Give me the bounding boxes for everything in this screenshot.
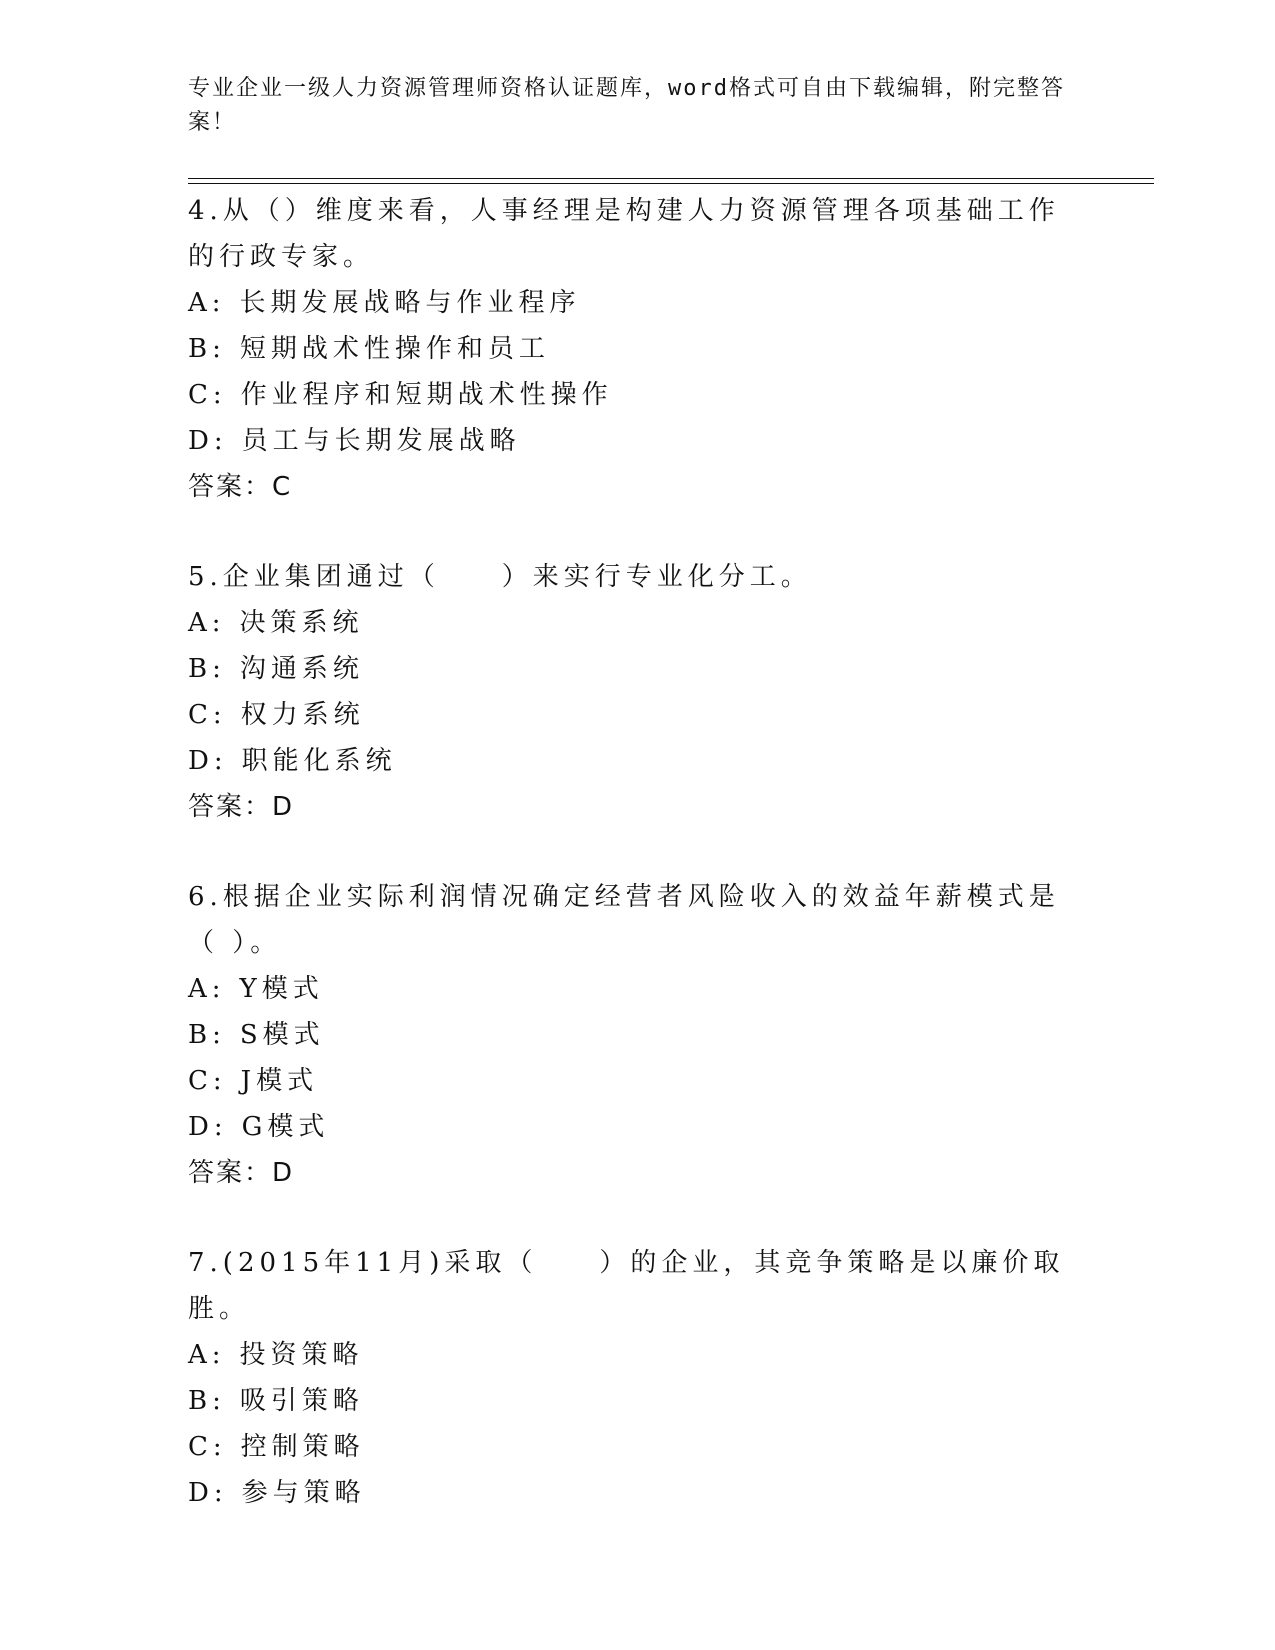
option-c [188, 1058, 1088, 1104]
question-6 [188, 874, 1088, 1196]
option-letter: D: [188, 426, 228, 456]
option-letter: C: [188, 700, 227, 730]
question-spacer [188, 1196, 1088, 1240]
option-text: Y模式 [239, 974, 324, 1004]
question-stem: 7.(2015年11月)采取（ ）的企业，其竞争策略是以廉价取胜。 [188, 1248, 1065, 1324]
option-b [188, 326, 1088, 372]
option-d [188, 1104, 1088, 1150]
option-text: G模式 [241, 1112, 330, 1142]
question-stem: 4.从（）维度来看，人事经理是构建人力资源管理各项基础工作的行政专家。 [188, 196, 1060, 272]
option-letter: A: [188, 974, 226, 1004]
answer-text: 答案：D [188, 1158, 295, 1188]
question-spacer [188, 830, 1088, 874]
question-spacer [188, 510, 1088, 554]
option-text: 职能化系统 [241, 746, 397, 776]
option-text: 控制策略 [240, 1432, 365, 1462]
question-stem: 5.企业集团通过（ ）来实行专业化分工。 [188, 562, 812, 592]
header-divider-top [188, 178, 1154, 179]
option-text: 作业程序和短期战术性操作 [240, 380, 613, 410]
option-text: 长期发展战略与作业程序 [239, 288, 581, 318]
document-header: 专业企业一级人力资源管理师资格认证题库，word格式可自由下载编辑，附完整答案！ [188, 76, 1065, 135]
option-a [188, 600, 1088, 646]
question-stem: 6.根据企业实际利润情况确定经营者风险收入的效益年薪模式是（ ）。 [188, 882, 1060, 958]
answer-text: 答案：D [188, 792, 295, 822]
option-text: 决策系统 [239, 608, 364, 638]
option-b [188, 646, 1088, 692]
option-letter: A: [188, 1340, 226, 1370]
option-text: 沟通系统 [239, 654, 364, 684]
question-7 [188, 1240, 1088, 1516]
option-letter: D: [188, 746, 228, 776]
option-a [188, 1332, 1088, 1378]
option-c [188, 692, 1088, 738]
option-text: J模式 [240, 1066, 319, 1096]
option-c [188, 372, 1088, 418]
option-a [188, 966, 1088, 1012]
question-5 [188, 554, 1088, 830]
option-letter: A: [188, 608, 226, 638]
option-letter: B: [188, 334, 226, 364]
option-text: 吸引策略 [239, 1386, 364, 1416]
option-text: 投资策略 [239, 1340, 364, 1370]
option-letter: D: [188, 1478, 228, 1508]
option-letter: B: [188, 654, 226, 684]
option-letter: B: [188, 1020, 226, 1050]
question-list [188, 188, 1088, 1516]
option-d [188, 418, 1088, 464]
option-text: S模式 [239, 1020, 325, 1050]
option-c [188, 1424, 1088, 1470]
option-letter: D: [188, 1112, 228, 1142]
option-letter: C: [188, 1066, 227, 1096]
option-b [188, 1378, 1088, 1424]
option-text: 员工与长期发展战略 [241, 426, 521, 456]
option-letter: C: [188, 380, 227, 410]
header-divider-bottom [188, 183, 1154, 184]
option-text: 短期战术性操作和员工 [239, 334, 550, 364]
option-text: 参与策略 [241, 1478, 366, 1508]
option-b [188, 1012, 1088, 1058]
option-d [188, 738, 1088, 784]
answer-text: 答案：C [188, 472, 293, 502]
option-text: 权力系统 [240, 700, 365, 730]
question-4 [188, 188, 1088, 510]
option-letter: B: [188, 1386, 226, 1416]
option-a [188, 280, 1088, 326]
option-d [188, 1470, 1088, 1516]
option-letter: A: [188, 288, 226, 318]
option-letter: C: [188, 1432, 227, 1462]
